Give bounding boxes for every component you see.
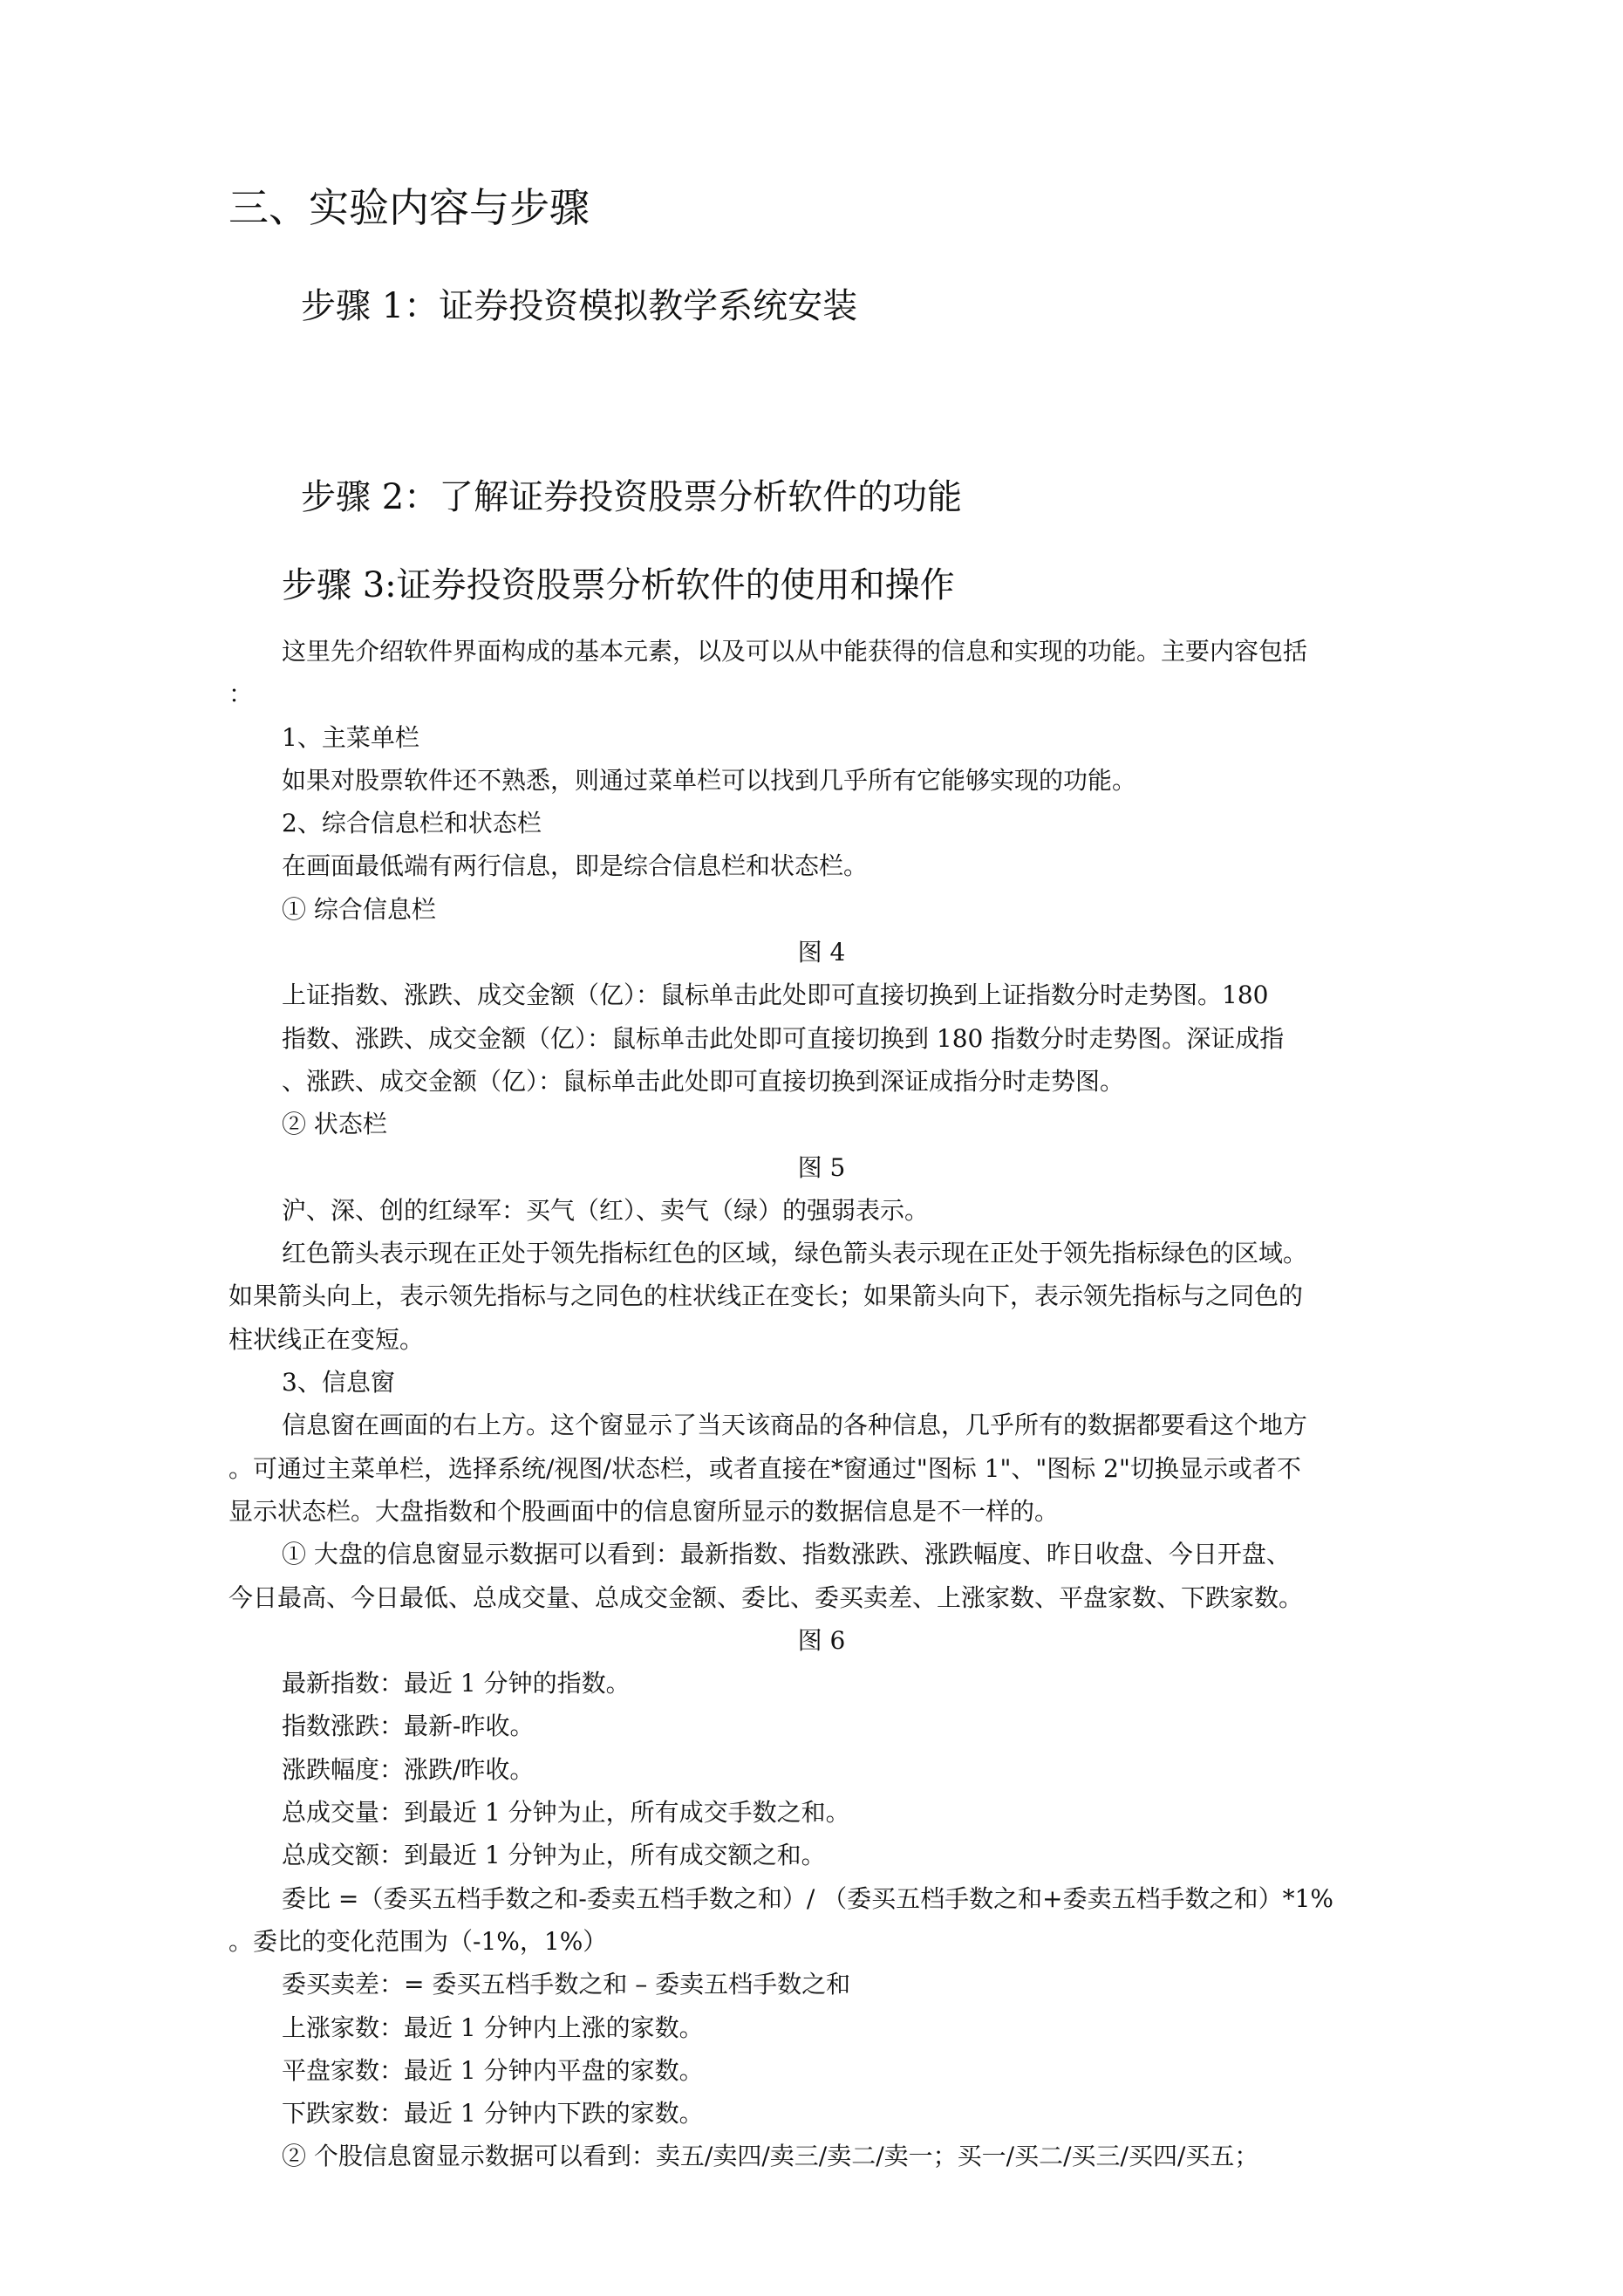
text-line: 上证指数、涨跌、成交金额（亿）：鼠标单击此处即可直接切换到上证指数分时走势图。180	[282, 981, 1269, 1010]
step-3-heading: 步骤 3:证券投资股票分析软件的使用和操作	[282, 565, 955, 605]
text-line: 总成交额：到最近 1 分钟为止，所有成交额之和。	[282, 1841, 826, 1870]
text-line: ① 大盘的信息窗显示数据可以看到：最新指数、指数涨跌、涨跌幅度、昨日收盘、今日开盘、	[282, 1540, 1291, 1569]
text-line: 下跌家数：最近 1 分钟内下跌的家数。	[282, 2099, 704, 2129]
text-line: 这里先介绍软件界面构成的基本元素，以及可以从中能获得的信息和实现的功能。主要内容包括	[282, 637, 1308, 666]
figure-caption: 图 6	[797, 1625, 846, 1655]
text-line: 总成交量：到最近 1 分钟为止，所有成交手数之和。	[282, 1798, 850, 1828]
text-line: ② 个股信息窗显示数据可以看到：卖五/卖四/卖三/卖二/卖一；买一/买二/买三/买四/买五；	[282, 2142, 1259, 2171]
figure-caption: 图 4	[797, 938, 846, 967]
text-line: ① 综合信息栏	[282, 894, 436, 924]
text-line: 3、信息窗	[282, 1368, 395, 1397]
text-line: 红色箭头表示现在正处于领先指标红色的区域，绿色箭头表示现在正处于领先指标绿色的区域。	[282, 1239, 1308, 1268]
text-line: 平盘家数：最近 1 分钟内平盘的家数。	[282, 2055, 704, 2085]
step-2-heading: 步骤 2：了解证券投资股票分析软件的功能	[301, 477, 963, 517]
figure-caption: 图 5	[797, 1152, 846, 1182]
section-title: 三、实验内容与步骤	[228, 184, 590, 231]
body-text	[228, 630, 1415, 2178]
text-line: 信息窗在画面的右上方。这个窗显示了当天该商品的各种信息，几乎所有的数据都要看这个地方	[282, 1411, 1308, 1440]
text-line: 显示状态栏。大盘指数和个股画面中的信息窗所显示的数据信息是不一样的。	[228, 1496, 1060, 1526]
text-line: ：	[228, 680, 254, 709]
text-line: 最新指数：最近 1 分钟的指数。	[282, 1669, 631, 1698]
text-line: 如果箭头向上，表示领先指标与之同色的柱状线正在变长；如果箭头向下，表示领先指标与之同色的	[228, 1281, 1304, 1311]
text-line: 涨跌幅度：涨跌/昨收。	[282, 1754, 535, 1784]
text-line: 指数涨跌：最新-昨收。	[282, 1712, 535, 1741]
text-line: 1、主菜单栏	[282, 722, 419, 752]
text-line: ② 状态栏	[282, 1110, 387, 1139]
text-line: 委比 =（委买五档手数之和-委卖五档手数之和）/ （委买五档手数之和+委卖五档手数之和）*1%	[282, 1883, 1334, 1913]
text-line: 柱状线正在变短。	[228, 1324, 425, 1354]
text-line: 、涨跌、成交金额（亿）：鼠标单击此处即可直接切换到深证成指分时走势图。	[282, 1066, 1125, 1096]
text-line: 。委比的变化范围为（-1%，1%）	[228, 1926, 608, 1956]
text-line: 。可通过主菜单栏，选择系统/视图/状态栏，或者直接在*窗通过"图标 1"、"图标 2"切换显示或者不	[228, 1453, 1301, 1483]
text-line: 沪、深、创的红绿军：买气（红）、卖气（绿）的强弱表示。	[282, 1195, 930, 1225]
text-line: 今日最高、今日最低、总成交量、总成交金额、委比、委买卖差、上涨家数、平盘家数、下跌家数。	[228, 1582, 1304, 1612]
text-line: 在画面最低端有两行信息，即是综合信息栏和状态栏。	[282, 851, 869, 881]
step-1-heading: 步骤 1：证券投资模拟教学系统安装	[301, 286, 858, 326]
text-line: 上涨家数：最近 1 分钟内上涨的家数。	[282, 2012, 704, 2042]
text-line: 指数、涨跌、成交金额（亿）：鼠标单击此处即可直接切换到 180 指数分时走势图。深证成指	[282, 1023, 1285, 1053]
text-line: 委买卖差：= 委买五档手数之和 – 委卖五档手数之和	[282, 1970, 851, 1999]
text-line: 2、综合信息栏和状态栏	[282, 809, 542, 838]
text-line: 如果对股票软件还不熟悉，则通过菜单栏可以找到几乎所有它能够实现的功能。	[282, 765, 1137, 795]
